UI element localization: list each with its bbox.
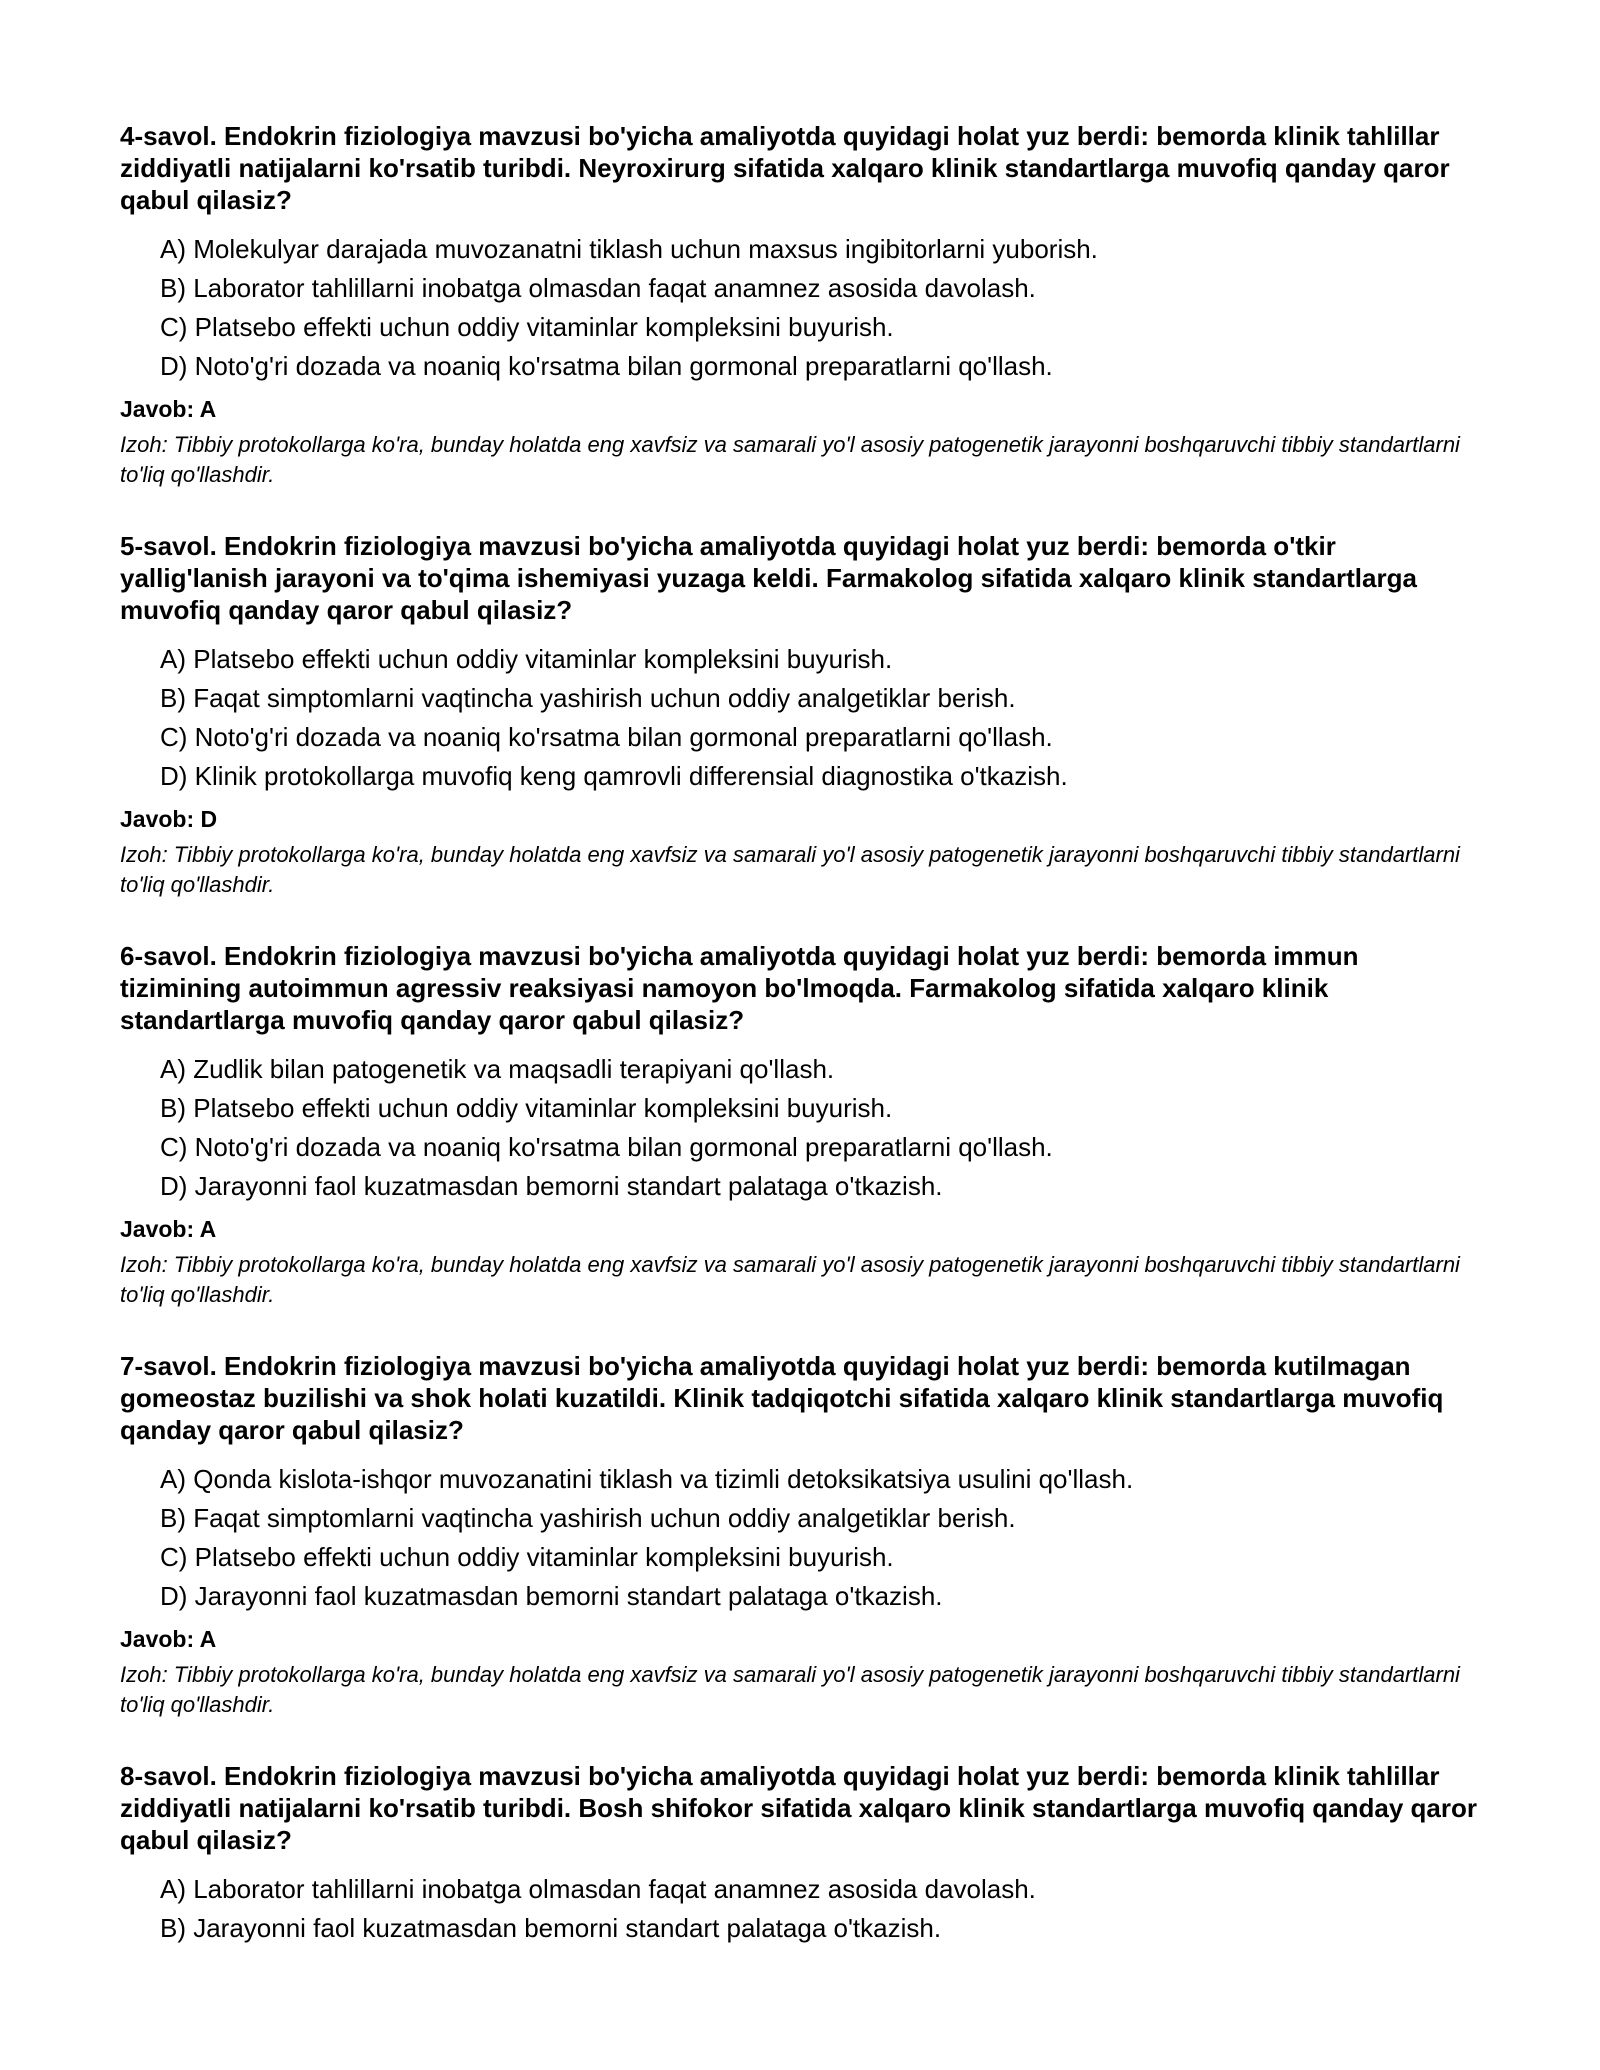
question-text: 6-savol. Endokrin fiziologiya mavzusi bo'yicha amaliyotda quyidagi holat yuz berdi: bemorda immun tizimining autoimmun agressiv reaksiyasi namoyon bo'lmoqda. Farmakolog sifatida xalqaro klinik standartlarga muvofiq qanday qaror qabul qilasiz? bbox=[120, 941, 1359, 1035]
explanation-note: Izoh: Tibbiy protokollarga ko'ra, bunday holatda eng xavfsiz va samarali yo'l asosiy patogenetik jarayonni boshqaruvchi tibbiy standartlarni to'liq qo'llashdir. bbox=[120, 432, 1460, 487]
answer-label: Javob: A bbox=[120, 1626, 217, 1652]
question-block bbox=[120, 530, 1480, 900]
document-page bbox=[120, 120, 1480, 1988]
question-block bbox=[120, 120, 1480, 490]
option-list bbox=[120, 230, 1480, 386]
option-b: B) Faqat simptomlarni vaqtincha yashirish uchun oddiy analgetiklar berish. bbox=[160, 1503, 1016, 1533]
option-d: D) Jarayonni faol kuzatmasdan bemorni standart palataga o'tkazish. bbox=[160, 1581, 943, 1611]
question-block bbox=[120, 1760, 1480, 1948]
option-b: B) Jarayonni faol kuzatmasdan bemorni standart palataga o'tkazish. bbox=[160, 1913, 942, 1943]
question-text: 8-savol. Endokrin fiziologiya mavzusi bo'yicha amaliyotda quyidagi holat yuz berdi: bemorda klinik tahlillar ziddiyatli natijalarni ko'rsatib turibdi. Bosh shifokor sifatida xalqaro klinik standartlarga muvofiq qanday qaror qabul qilasiz? bbox=[120, 1761, 1478, 1855]
question-text: 5-savol. Endokrin fiziologiya mavzusi bo'yicha amaliyotda quyidagi holat yuz berdi: bemorda o'tkir yallig'lanish jarayoni va to'qima ishemiyasi yuzaga keldi. Farmakolog sifatida xalqaro klinik standartlarga muvofiq qanday qaror qabul qilasiz? bbox=[120, 531, 1417, 625]
option-a: A) Laborator tahlillarni inobatga olmasdan faqat anamnez asosida davolash. bbox=[160, 1874, 1036, 1904]
option-d: D) Noto'g'ri dozada va noaniq ko'rsatma bilan gormonal preparatlarni qo'llash. bbox=[160, 351, 1053, 381]
option-b: B) Platsebo effekti uchun oddiy vitaminlar kompleksini buyurish. bbox=[160, 1093, 893, 1123]
option-d: D) Klinik protokollarga muvofiq keng qamrovli differensial diagnostika o'tkazish. bbox=[160, 761, 1068, 791]
explanation-note: Izoh: Tibbiy protokollarga ko'ra, bunday holatda eng xavfsiz va samarali yo'l asosiy patogenetik jarayonni boshqaruvchi tibbiy standartlarni to'liq qo'llashdir. bbox=[120, 1252, 1460, 1307]
option-list bbox=[120, 640, 1480, 796]
question-block bbox=[120, 1350, 1480, 1720]
question-block bbox=[120, 940, 1480, 1310]
explanation-note: Izoh: Tibbiy protokollarga ko'ra, bunday holatda eng xavfsiz va samarali yo'l asosiy patogenetik jarayonni boshqaruvchi tibbiy standartlarni to'liq qo'llashdir. bbox=[120, 1662, 1460, 1717]
option-d: D) Jarayonni faol kuzatmasdan bemorni standart palataga o'tkazish. bbox=[160, 1171, 943, 1201]
answer-label: Javob: D bbox=[120, 806, 218, 832]
option-c: C) Noto'g'ri dozada va noaniq ko'rsatma bilan gormonal preparatlarni qo'llash. bbox=[160, 1132, 1053, 1162]
option-c: C) Platsebo effekti uchun oddiy vitaminlar kompleksini buyurish. bbox=[160, 312, 894, 342]
explanation-note: Izoh: Tibbiy protokollarga ko'ra, bunday holatda eng xavfsiz va samarali yo'l asosiy patogenetik jarayonni boshqaruvchi tibbiy standartlarni to'liq qo'llashdir. bbox=[120, 842, 1460, 897]
option-list bbox=[120, 1870, 1480, 1948]
answer-label: Javob: A bbox=[120, 1216, 217, 1242]
option-a: A) Molekulyar darajada muvozanatni tiklash uchun maxsus ingibitorlarni yuborish. bbox=[160, 234, 1098, 264]
option-list bbox=[120, 1050, 1480, 1206]
option-c: C) Platsebo effekti uchun oddiy vitaminlar kompleksini buyurish. bbox=[160, 1542, 894, 1572]
option-b: B) Laborator tahlillarni inobatga olmasdan faqat anamnez asosida davolash. bbox=[160, 273, 1036, 303]
option-b: B) Faqat simptomlarni vaqtincha yashirish uchun oddiy analgetiklar berish. bbox=[160, 683, 1016, 713]
option-c: C) Noto'g'ri dozada va noaniq ko'rsatma bilan gormonal preparatlarni qo'llash. bbox=[160, 722, 1053, 752]
option-list bbox=[120, 1460, 1480, 1616]
option-a: A) Qonda kislota-ishqor muvozanatini tiklash va tizimli detoksikatsiya usulini qo'llash. bbox=[160, 1464, 1134, 1494]
option-a: A) Platsebo effekti uchun oddiy vitaminlar kompleksini buyurish. bbox=[160, 644, 893, 674]
question-text: 7-savol. Endokrin fiziologiya mavzusi bo'yicha amaliyotda quyidagi holat yuz berdi: bemorda kutilmagan gomeostaz buzilishi va shok holati kuzatildi. Klinik tadqiqotchi sifatida xalqaro klinik standartlarga muvofiq qanday qaror qabul qilasiz? bbox=[120, 1351, 1444, 1445]
option-a: A) Zudlik bilan patogenetik va maqsadli terapiyani qo'llash. bbox=[160, 1054, 835, 1084]
answer-label: Javob: A bbox=[120, 396, 217, 422]
question-text: 4-savol. Endokrin fiziologiya mavzusi bo'yicha amaliyotda quyidagi holat yuz berdi: bemorda klinik tahlillar ziddiyatli natijalarni ko'rsatib turibdi. Neyroxirurg sifatida xalqaro klinik standartlarga muvofiq qanday qaror qabul qilasiz? bbox=[120, 121, 1450, 215]
